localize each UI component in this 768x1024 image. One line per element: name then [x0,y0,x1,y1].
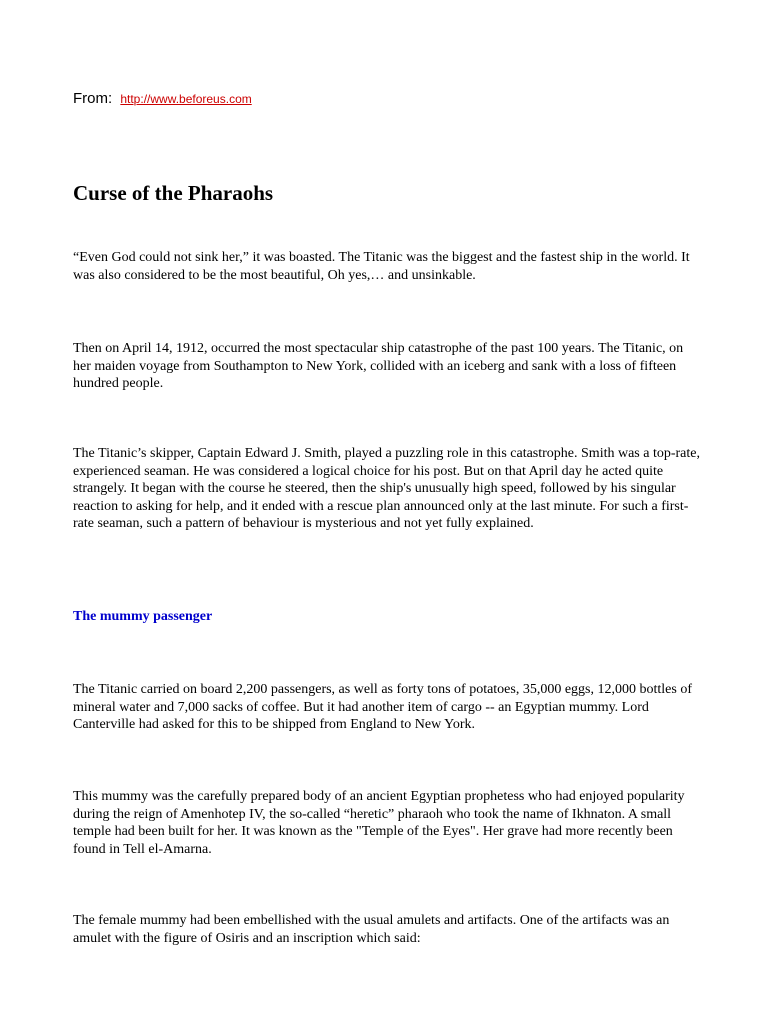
source-line [73,90,252,107]
paragraph-unsinkable: “Even God could not sink her,” it was boasted. The Titanic was the biggest and the fastest ship in the world. It was also considered to be the most beautiful, Oh yes,… and unsinkable. [73,250,690,283]
paragraph-catastrophe: Then on April 14, 1912, occurred the most spectacular ship catastrophe of the past 100 years. The Titanic, on her maiden voyage from Southampton to New York, collided with an iceberg and sank with a loss of fifteen hundred people. [73,341,684,392]
paragraph-amulet: The female mummy had been embellished with the usual amulets and artifacts. One of the artifacts was an amulet with the figure of Osiris and an inscription which said: [73,913,670,946]
page-title: Curse of the Pharaohs [73,181,274,205]
paragraph-captain-smith: The Titanic’s skipper, Captain Edward J. Smith, played a puzzling role in this catastrophe. Smith was a top-rate, experienced seaman. He was considered a logical choice for his post. But on that April day he acted quite strangely. It began with the course he steered, then the ship's unusually high speed, followed by his singular reaction to asking for help, and it ended with a rescue plan announced only at the last minute. For such a first-rate seaman, such a pattern of behaviour is mysterious and not yet fully explained. [73,446,700,532]
from-label: From: [73,90,113,107]
paragraph-prophetess: This mummy was the carefully prepared body of an ancient Egyptian prophetess who had enjoyed popularity during the reign of Amenhotep IV, the so-called “heretic” pharaoh who took the name of Ikhnaton. A small temple had been built for her. It was known as the "Temple of the Eyes". Her grave had more recently been found in Tell el-Amarna. [73,789,685,857]
source-link[interactable]: http://www.beforeus.com [120,92,252,106]
section-heading-mummy: The mummy passenger [73,609,213,624]
paragraph-cargo: The Titanic carried on board 2,200 passengers, as well as forty tons of potatoes, 35,000 eggs, 12,000 bottles of mineral water and 7,000 sacks of coffee. But it had another item of cargo -- an Egyptian mummy. Lord Canterville had asked for this to be shipped from England to New York. [73,682,693,733]
